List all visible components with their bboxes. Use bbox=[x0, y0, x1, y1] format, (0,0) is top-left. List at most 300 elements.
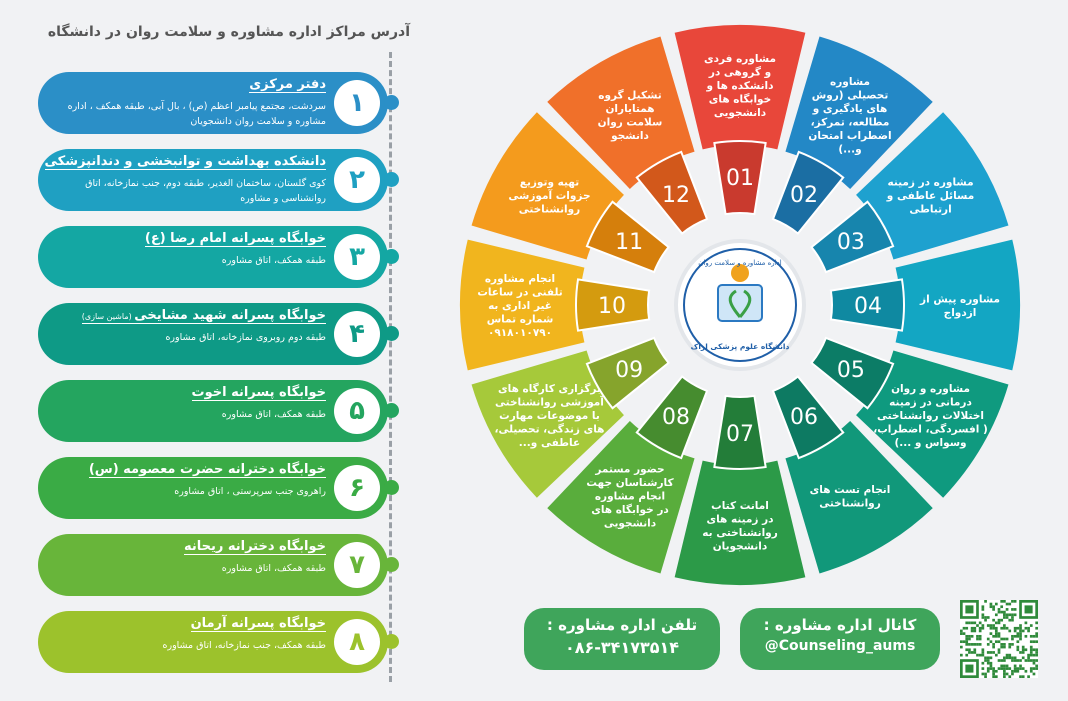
service-text-line: ( افسردگی، اضطراب، bbox=[873, 423, 988, 436]
center-number: ۲ bbox=[334, 157, 380, 203]
service-text-line: مشاوره bbox=[830, 75, 870, 88]
qr-module bbox=[995, 603, 998, 606]
qr-module bbox=[1033, 654, 1036, 657]
qr-module bbox=[1014, 630, 1017, 633]
qr-module bbox=[1016, 640, 1019, 643]
qr-module bbox=[1011, 608, 1014, 611]
service-number: 09 bbox=[615, 358, 644, 383]
qr-module bbox=[968, 648, 971, 651]
qr-module bbox=[998, 640, 1001, 643]
qr-module bbox=[1000, 643, 1003, 646]
qr-module bbox=[992, 627, 995, 630]
service-number: 01 bbox=[726, 166, 754, 191]
qr-module bbox=[968, 622, 971, 625]
qr-module bbox=[965, 640, 968, 643]
qr-module bbox=[971, 627, 974, 630]
qr-module bbox=[1003, 646, 1006, 649]
service-text-line: ارتباطی bbox=[909, 203, 952, 216]
service-text-line: مشاوره و روان bbox=[891, 383, 970, 396]
qr-module bbox=[1035, 632, 1038, 635]
center-title bbox=[191, 616, 326, 632]
qr-finder bbox=[1025, 605, 1033, 613]
qr-module bbox=[1006, 667, 1009, 670]
qr-module bbox=[965, 622, 968, 625]
qr-module bbox=[965, 643, 968, 646]
qr-module bbox=[982, 616, 985, 619]
qr-module bbox=[971, 622, 974, 625]
qr-module bbox=[971, 630, 974, 633]
qr-module bbox=[982, 651, 985, 654]
qr-module bbox=[960, 632, 963, 635]
qr-module bbox=[1025, 670, 1028, 673]
center-item bbox=[38, 72, 388, 134]
qr-module bbox=[1011, 659, 1014, 662]
qr-module bbox=[1033, 659, 1036, 662]
qr-module bbox=[1033, 640, 1036, 643]
qr-module bbox=[1019, 667, 1022, 670]
service-text-line: های یادگیری و bbox=[812, 102, 888, 115]
qr-module bbox=[987, 616, 990, 619]
qr-module bbox=[990, 603, 993, 606]
qr-module bbox=[1003, 673, 1006, 676]
qr-module bbox=[963, 632, 966, 635]
qr-module bbox=[1014, 656, 1017, 659]
qr-module bbox=[995, 635, 998, 638]
service-text-line: سلامت روان bbox=[597, 116, 663, 129]
qr-module bbox=[995, 630, 998, 633]
qr-module bbox=[1033, 667, 1036, 670]
channel-value[interactable]: @Counseling_aums bbox=[764, 638, 916, 654]
service-number: 05 bbox=[836, 358, 865, 383]
service-text-line: شماره تماس bbox=[486, 313, 554, 326]
qr-module bbox=[1014, 665, 1017, 668]
center-desc: طبقه همکف، اتاق مشاوره bbox=[221, 563, 326, 574]
qr-module bbox=[1022, 656, 1025, 659]
qr-module bbox=[1011, 600, 1014, 603]
qr-module bbox=[995, 654, 998, 657]
qr-finder bbox=[965, 665, 973, 673]
qr-module bbox=[982, 673, 985, 676]
service-text-line: تلفنی در ساعات bbox=[477, 286, 563, 299]
qr-module bbox=[990, 605, 993, 608]
center-number: ۸ bbox=[334, 619, 380, 665]
center-item bbox=[38, 149, 388, 211]
center-title bbox=[145, 231, 326, 247]
qr-module bbox=[990, 656, 993, 659]
center-item bbox=[38, 226, 388, 288]
service-text-line: های زندگی، تحصیلی، bbox=[494, 423, 605, 436]
qr-module bbox=[995, 640, 998, 643]
qr-module bbox=[984, 656, 987, 659]
qr-module bbox=[1008, 630, 1011, 633]
service-text-line: مشاوره در زمینه bbox=[887, 176, 974, 189]
service-text-line: مسائل عاطفی و bbox=[886, 190, 975, 203]
qr-module bbox=[987, 667, 990, 670]
qr-module bbox=[1014, 600, 1017, 603]
qr-module bbox=[1014, 627, 1017, 630]
qr-module bbox=[1006, 665, 1009, 668]
qr-module bbox=[990, 640, 993, 643]
service-text-line: همتایاران bbox=[605, 102, 655, 115]
qr-module bbox=[1030, 635, 1033, 638]
qr-module bbox=[1027, 627, 1030, 630]
qr-module bbox=[971, 651, 974, 654]
qr-module bbox=[1019, 659, 1022, 662]
qr-module bbox=[1030, 659, 1033, 662]
qr-module bbox=[1003, 667, 1006, 670]
qr-module bbox=[1016, 627, 1019, 630]
phone-box bbox=[524, 608, 720, 670]
qr-module bbox=[1033, 673, 1036, 676]
qr-module bbox=[1006, 603, 1009, 606]
qr-module bbox=[1030, 640, 1033, 643]
qr-module bbox=[984, 616, 987, 619]
qr-module bbox=[990, 665, 993, 668]
qr-module bbox=[1035, 640, 1038, 643]
qr-module bbox=[1003, 600, 1006, 603]
service-text-line: غیر اداری به bbox=[488, 300, 552, 313]
qr-module bbox=[995, 675, 998, 678]
qr-module bbox=[992, 670, 995, 673]
qr-module bbox=[990, 632, 993, 635]
qr-module bbox=[992, 635, 995, 638]
service-text-line: انجام مشاوره bbox=[594, 490, 666, 503]
qr-module bbox=[1025, 659, 1028, 662]
qr-module bbox=[1025, 635, 1028, 638]
qr-module bbox=[1011, 643, 1014, 646]
qr-module bbox=[998, 667, 1001, 670]
qr-module bbox=[1014, 659, 1017, 662]
qr-module bbox=[998, 651, 1001, 654]
qr-module bbox=[971, 635, 974, 638]
qr-module bbox=[984, 675, 987, 678]
center-item bbox=[38, 534, 388, 596]
center-title-note: (ماشین سازی) bbox=[81, 312, 135, 321]
center-title-text: خوابگاه پسرانه آرمان bbox=[190, 616, 326, 631]
phone-label: تلفن اداره مشاوره : bbox=[546, 616, 698, 634]
timeline-dashed-line bbox=[389, 52, 392, 682]
center-title bbox=[82, 308, 326, 324]
qr-module bbox=[960, 640, 963, 643]
qr-module bbox=[1035, 665, 1038, 668]
qr-module bbox=[1008, 656, 1011, 659]
qr-module bbox=[990, 662, 993, 665]
qr-module bbox=[1000, 600, 1003, 603]
qr-module bbox=[992, 651, 995, 654]
service-text-line: درمانی در زمینه bbox=[889, 396, 972, 409]
qr-module bbox=[963, 627, 966, 630]
qr-module bbox=[1030, 651, 1033, 654]
qr-module bbox=[960, 630, 963, 633]
qr-module bbox=[1008, 613, 1011, 616]
qr-module bbox=[995, 670, 998, 673]
qr-module bbox=[987, 656, 990, 659]
qr-module bbox=[1011, 619, 1014, 622]
qr-module bbox=[990, 627, 993, 630]
qr-module bbox=[1022, 646, 1025, 649]
center-desc: طبقه همکف، جنب نمازخانه، اتاق مشاوره bbox=[162, 640, 326, 651]
qr-module bbox=[1000, 627, 1003, 630]
qr-code[interactable] bbox=[960, 600, 1038, 678]
qr-module bbox=[992, 673, 995, 676]
qr-module bbox=[1014, 667, 1017, 670]
service-text-line: اختلالات روانشناختی bbox=[877, 410, 985, 423]
service-text-line: برگزاری کارگاه های bbox=[498, 383, 601, 396]
qr-module bbox=[1008, 667, 1011, 670]
qr-module bbox=[982, 605, 985, 608]
qr-module bbox=[987, 651, 990, 654]
qr-module bbox=[1035, 659, 1038, 662]
service-text-line: روانشناختی به bbox=[702, 526, 778, 539]
timeline-dot bbox=[384, 403, 399, 418]
service-text bbox=[810, 484, 891, 510]
timeline-dot bbox=[384, 326, 399, 341]
service-text-line: با موضوعات مهارت bbox=[499, 410, 600, 423]
center-number: ۴ bbox=[334, 311, 380, 357]
qr-module bbox=[998, 659, 1001, 662]
qr-module bbox=[1014, 608, 1017, 611]
center-title bbox=[45, 154, 326, 170]
center-item bbox=[38, 303, 388, 365]
qr-module bbox=[1019, 627, 1022, 630]
logo-top-text: اداره مشاوره و سلامت روان bbox=[698, 259, 782, 267]
center-title bbox=[89, 462, 326, 478]
qr-module bbox=[1003, 624, 1006, 627]
qr-module bbox=[1008, 675, 1011, 678]
qr-module bbox=[965, 627, 968, 630]
service-number: 08 bbox=[662, 404, 690, 430]
service-text-line: مشاوره پیش از bbox=[920, 293, 1000, 306]
qr-module bbox=[984, 673, 987, 676]
service-text-line: خوابگاه های bbox=[708, 93, 772, 106]
qr-module bbox=[1033, 635, 1036, 638]
qr-module bbox=[987, 638, 990, 641]
channel-box bbox=[740, 608, 940, 670]
center-number: ۵ bbox=[334, 388, 380, 434]
qr-module bbox=[1016, 648, 1019, 651]
qr-module bbox=[992, 605, 995, 608]
qr-module bbox=[1016, 667, 1019, 670]
qr-module bbox=[992, 646, 995, 649]
qr-module bbox=[1022, 651, 1025, 654]
service-number: 06 bbox=[790, 404, 818, 430]
logo-bottom-text: دانشگاه علوم پزشکی اراک bbox=[690, 342, 790, 351]
service-text-line: دانشجو bbox=[611, 129, 649, 142]
center-item bbox=[38, 457, 388, 519]
qr-module bbox=[987, 643, 990, 646]
services-wheel bbox=[440, 0, 1040, 600]
qr-module bbox=[1011, 635, 1014, 638]
qr-module bbox=[1008, 646, 1011, 649]
qr-module bbox=[1019, 665, 1022, 668]
qr-module bbox=[1008, 619, 1011, 622]
service-text bbox=[704, 53, 776, 119]
qr-module bbox=[1027, 659, 1030, 662]
service-text-line: مشاوره فردی bbox=[704, 53, 776, 66]
qr-module bbox=[1022, 648, 1025, 651]
qr-module bbox=[979, 622, 982, 625]
qr-module bbox=[992, 667, 995, 670]
center-number: ۱ bbox=[334, 80, 380, 126]
qr-module bbox=[1008, 654, 1011, 657]
qr-module bbox=[1011, 638, 1014, 641]
service-text-line: کارشناسان جهت bbox=[586, 477, 674, 490]
qr-module bbox=[1030, 654, 1033, 657]
qr-module bbox=[1035, 622, 1038, 625]
service-number: 07 bbox=[726, 422, 754, 447]
timeline-dot bbox=[384, 95, 399, 110]
timeline-dot bbox=[384, 634, 399, 649]
qr-module bbox=[984, 600, 987, 603]
qr-module bbox=[1000, 646, 1003, 649]
center-title bbox=[184, 539, 326, 555]
center-desc: راهروی جنب سرپرستی ، اتاق مشاوره bbox=[174, 486, 326, 497]
qr-module bbox=[987, 659, 990, 662]
qr-module bbox=[979, 638, 982, 641]
qr-module bbox=[990, 667, 993, 670]
qr-module bbox=[982, 608, 985, 611]
qr-module bbox=[1014, 670, 1017, 673]
qr-module bbox=[976, 643, 979, 646]
qr-module bbox=[992, 624, 995, 627]
qr-module bbox=[963, 640, 966, 643]
center-desc: کوی گلستان، ساختمان الغدیر، طبقه دوم، جنب نمازخانه، اتاق روانشناسی و مشاوره bbox=[85, 178, 326, 204]
center-number: ۳ bbox=[334, 234, 380, 280]
service-text-line: وسواس و ...) bbox=[894, 437, 967, 450]
qr-module bbox=[1000, 638, 1003, 641]
qr-module bbox=[1027, 675, 1030, 678]
timeline-dot bbox=[384, 172, 399, 187]
timeline-dot bbox=[384, 249, 399, 264]
qr-module bbox=[1027, 654, 1030, 657]
qr-module bbox=[976, 638, 979, 641]
service-text-line: ازدواج bbox=[943, 306, 977, 319]
qr-module bbox=[1000, 659, 1003, 662]
center-desc: طبقه همکف، اتاق مشاوره bbox=[221, 409, 326, 420]
qr-module bbox=[1030, 670, 1033, 673]
qr-module bbox=[1022, 675, 1025, 678]
qr-module bbox=[965, 648, 968, 651]
qr-module bbox=[995, 622, 998, 625]
service-number: 10 bbox=[598, 294, 626, 319]
qr-module bbox=[1016, 659, 1019, 662]
qr-module bbox=[1019, 635, 1022, 638]
qr-module bbox=[998, 611, 1001, 614]
phone-value[interactable]: ۰۸۶-۳۴۱۷۳۵۱۴ bbox=[564, 638, 680, 657]
qr-module bbox=[1011, 616, 1014, 619]
service-text-line: روانشناختی bbox=[518, 203, 581, 216]
qr-module bbox=[965, 635, 968, 638]
qr-module bbox=[973, 630, 976, 633]
center-title-text: دانشکده بهداشت و توانبخشی و دندانپزشکی bbox=[44, 154, 326, 169]
qr-module bbox=[1016, 646, 1019, 649]
center-item bbox=[38, 611, 388, 673]
service-number: 04 bbox=[854, 294, 882, 319]
qr-module bbox=[979, 654, 982, 657]
qr-module bbox=[1022, 630, 1025, 633]
qr-module bbox=[968, 635, 971, 638]
qr-module bbox=[1008, 643, 1011, 646]
qr-module bbox=[1000, 665, 1003, 668]
service-text-line: تحصیلی (روش bbox=[811, 89, 889, 102]
qr-module bbox=[982, 613, 985, 616]
qr-module bbox=[973, 627, 976, 630]
center-title bbox=[249, 77, 326, 93]
qr-module bbox=[992, 675, 995, 678]
left-title: آدرس مراکز اداره مشاوره و سلامت روان در دانشگاه bbox=[47, 24, 410, 40]
qr-module bbox=[984, 659, 987, 662]
qr-module bbox=[979, 635, 982, 638]
qr-module bbox=[1033, 648, 1036, 651]
service-text-line: در خوابگاه های bbox=[591, 504, 669, 517]
qr-module bbox=[1003, 616, 1006, 619]
qr-module bbox=[982, 624, 985, 627]
qr-module bbox=[968, 651, 971, 654]
center-desc: طبقه دوم روبروی نمازخانه، اتاق مشاوره bbox=[165, 332, 326, 343]
qr-module bbox=[1014, 635, 1017, 638]
service-text-line: دانشجویان bbox=[712, 540, 768, 553]
qr-module bbox=[1006, 613, 1009, 616]
center-title-text: خوابگاه دخترانه ریحانه bbox=[183, 539, 326, 554]
qr-module bbox=[1025, 622, 1028, 625]
qr-module bbox=[1006, 608, 1009, 611]
center-item bbox=[38, 380, 388, 442]
center-desc: سردشت، مجتمع پیامبر اعظم (ص) ، بال آبی، طبقه همکف ، اداره مشاوره و سلامت روان دانشجویان bbox=[67, 101, 326, 127]
center-title-text: خوابگاه دخترانه حضرت معصومه (س) bbox=[88, 462, 326, 477]
qr-module bbox=[1006, 656, 1009, 659]
qr-module bbox=[1019, 638, 1022, 641]
qr-module bbox=[995, 632, 998, 635]
service-text-line: دانشکده ها و bbox=[706, 80, 774, 93]
qr-module bbox=[968, 638, 971, 641]
qr-module bbox=[1000, 667, 1003, 670]
service-text-line: عاطفی و... bbox=[518, 437, 581, 450]
qr-module bbox=[1003, 627, 1006, 630]
qr-module bbox=[1003, 656, 1006, 659]
center-number: ۶ bbox=[334, 465, 380, 511]
service-text-line: حضور مستمر bbox=[595, 463, 665, 476]
qr-module bbox=[998, 635, 1001, 638]
timeline-dot bbox=[384, 480, 399, 495]
qr-module bbox=[992, 643, 995, 646]
qr-module bbox=[1025, 627, 1028, 630]
qr-module bbox=[992, 608, 995, 611]
qr-module bbox=[1030, 646, 1033, 649]
qr-module bbox=[1003, 613, 1006, 616]
qr-module bbox=[1030, 667, 1033, 670]
qr-module bbox=[987, 662, 990, 665]
qr-module bbox=[1003, 659, 1006, 662]
qr-module bbox=[1011, 613, 1014, 616]
qr-module bbox=[1000, 619, 1003, 622]
qr-module bbox=[1033, 662, 1036, 665]
qr-module bbox=[1006, 654, 1009, 657]
qr-module bbox=[982, 667, 985, 670]
service-text-line: امانت کتاب bbox=[711, 499, 769, 512]
qr-module bbox=[1003, 643, 1006, 646]
qr-module bbox=[1006, 673, 1009, 676]
qr-module bbox=[960, 654, 963, 657]
qr-module bbox=[1000, 605, 1003, 608]
qr-module bbox=[979, 627, 982, 630]
qr-module bbox=[984, 619, 987, 622]
service-text-line: دانشجویی bbox=[713, 107, 767, 120]
qr-module bbox=[976, 635, 979, 638]
qr-module bbox=[992, 619, 995, 622]
center-title-text: خوابگاه پسرانه شهید مشایخی bbox=[134, 308, 326, 323]
center-desc: طبقه همکف، اتاق مشاوره bbox=[221, 255, 326, 266]
qr-module bbox=[1008, 603, 1011, 606]
